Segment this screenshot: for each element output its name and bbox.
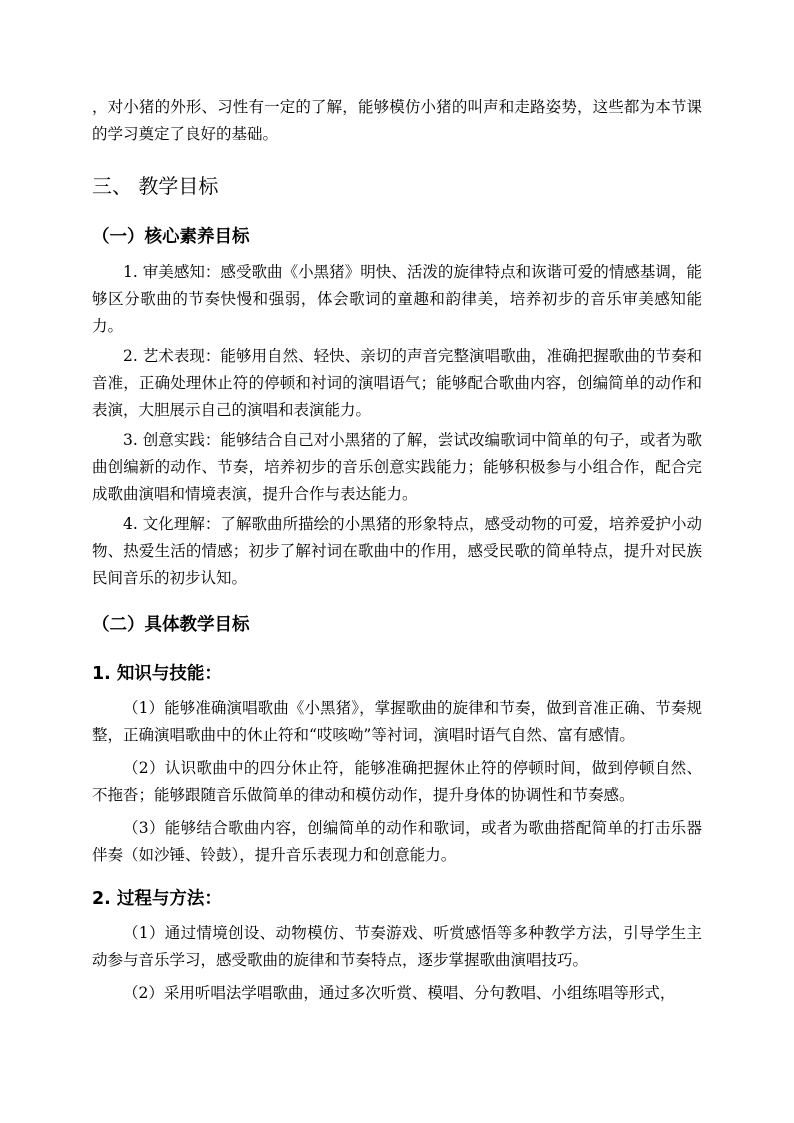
subsection-one-title: （一）核心素养目标 (92, 227, 250, 247)
subsection-two-title: （二）具体教学目标 (92, 615, 250, 635)
core-goal-aesthetic: 1. 审美感知：感受歌曲《小黑猪》明快、活泼的旋律特点和诙谐可爱的情感基调，能够区分歌曲的节奏快慢和强弱，体会歌词的童趣和韵律美，培养初步的音乐审美感知能力。 (92, 263, 702, 335)
process-item-2: （2）采用听唱法学唱歌曲，通过多次听赏、模唱、分句教唱、小组练唱等形式， (123, 984, 676, 1002)
section-three-title: 三、 教学目标 (92, 174, 219, 198)
core-goal-culture: 4. 文化理解：了解歌曲所描绘的小黑猪的形象特点，感受动物的可爱，培养爱护小动物、热爱生活的情感；初步了解衬词在歌曲中的作用，感受民歌的简单特点，提升对民族民间音乐的初步认知。 (92, 515, 702, 587)
knowledge-item-1: （1）能够准确演唱歌曲《小黑猪》，掌握歌曲的旋律和节奏，做到音准正确、节奏规整，正确演唱歌曲中的休止符和“哎咳呦”等衬词，演唱时语气自然、富有感情。 (92, 699, 702, 744)
process-item-1: （1）通过情境创设、动物模仿、节奏游戏、听赏感悟等多种教学方法，引导学生主动参与音乐学习，感受歌曲的旋律和节奏特点，逐步掌握歌曲演唱技巧。 (92, 924, 702, 969)
knowledge-skills-title: 1. 知识与技能： (92, 664, 222, 684)
core-goal-creative: 3. 创意实践：能够结合自己对小黑猪的了解，尝试改编歌词中简单的句子，或者为歌曲创编新的动作、节奏，培养初步的音乐创意实践能力；能够积极参与小组合作，配合完成歌曲演唱和情境表演，提升合作与表达能力。 (92, 431, 702, 503)
intro-paragraph: ，对小猪的外形、习性有一定的了解，能够模仿小猪的叫声和走路姿势，这些都为本节课的学习奠定了良好的基础。 (92, 98, 702, 143)
process-methods-title: 2. 过程与方法： (92, 889, 222, 909)
knowledge-item-2: （2）认识歌曲中的四分休止符，能够准确把握休止符的停顿时间，做到停顿自然、不拖沓；能够跟随音乐做简单的律动和模仿动作，提升身体的协调性和节奏感。 (92, 759, 702, 804)
core-goal-expression: 2. 艺术表现：能够用自然、轻快、亲切的声音完整演唱歌曲，准确把握歌曲的节奏和音准，正确处理休止符的停顿和衬词的演唱语气；能够配合歌曲内容，创编简单的动作和表演，大胆展示自己的演唱和表演能力。 (92, 347, 702, 419)
knowledge-item-3: （3）能够结合歌曲内容，创编简单的动作和歌词，或者为歌曲搭配简单的打击乐器伴奏（如沙锤、铃鼓），提升音乐表现力和创意能力。 (92, 819, 702, 864)
